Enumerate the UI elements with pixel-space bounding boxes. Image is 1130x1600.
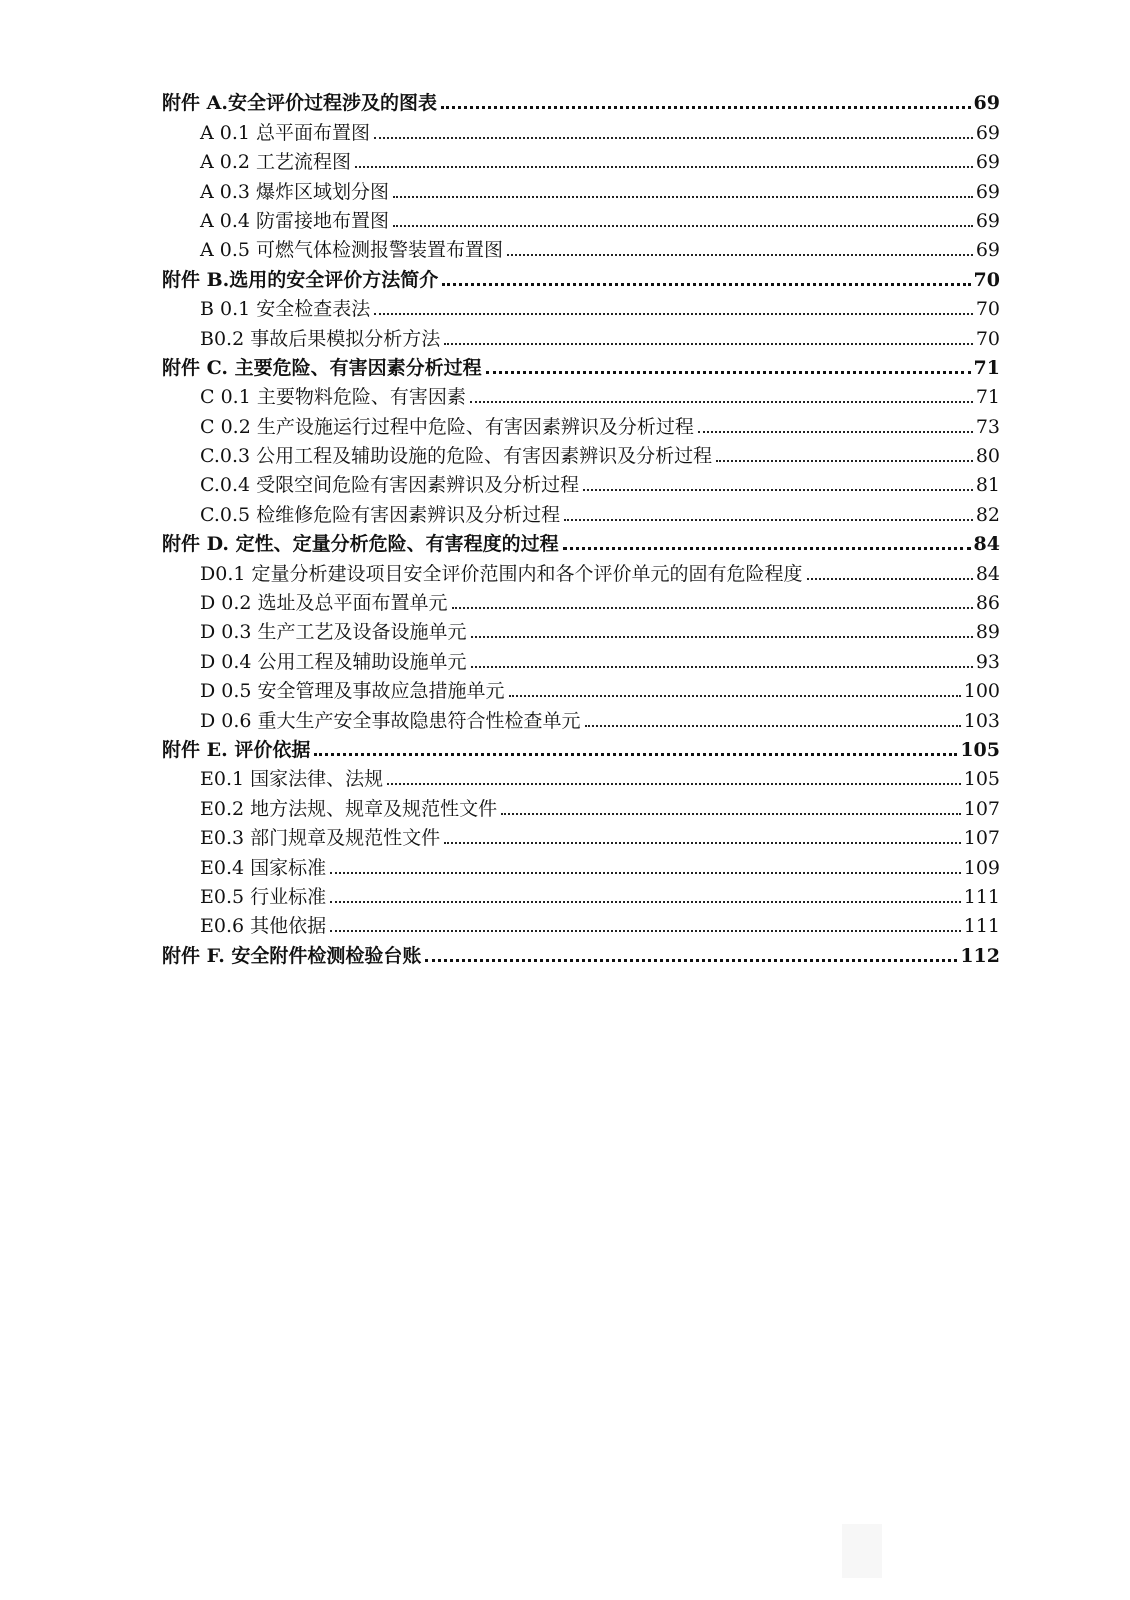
dot-leader xyxy=(330,930,961,932)
toc-subsection-entry[interactable] xyxy=(162,615,1000,644)
toc-entry-title: 附件 C. 主要危险、有害因素分析过程 xyxy=(162,356,482,379)
toc-page-number: 89 xyxy=(975,621,1000,644)
toc-page-number: 69 xyxy=(975,151,1000,174)
toc-entry-title: 附件 A.安全评价过程涉及的图表 xyxy=(162,92,437,115)
toc-subsection-entry[interactable] xyxy=(162,644,1000,673)
toc-entry-title: B 0.1 安全检查表法 xyxy=(200,298,371,321)
toc-section-entry[interactable] xyxy=(162,527,1000,556)
toc-subsection-entry[interactable] xyxy=(162,880,1000,909)
dot-leader xyxy=(355,166,973,168)
toc-section-entry[interactable] xyxy=(162,938,1000,967)
toc-subsection-entry[interactable] xyxy=(162,703,1000,732)
toc-page-number: 84 xyxy=(975,562,1000,585)
dot-leader xyxy=(471,666,973,668)
toc-page-number: 93 xyxy=(975,650,1000,673)
toc-page-number: 69 xyxy=(973,92,1000,115)
toc-page-number: 82 xyxy=(975,503,1000,526)
toc-page-number: 111 xyxy=(963,915,1000,938)
toc-entry-title: E0.1 国家法律、法规 xyxy=(200,768,384,791)
toc-section-entry[interactable] xyxy=(162,86,1000,115)
dot-leader xyxy=(583,489,973,491)
toc-subsection-entry[interactable] xyxy=(162,762,1000,791)
toc-entry-title: 附件 F. 安全附件检测检验台账 xyxy=(162,944,422,967)
toc-subsection-entry[interactable] xyxy=(162,791,1000,820)
dot-leader xyxy=(807,578,973,580)
toc-entry-title: D0.1 定量分析建设项目安全评价范围内和各个评价单元的固有危险程度 xyxy=(200,562,803,585)
toc-entry-title: C 0.1 主要物料危险、有害因素 xyxy=(200,386,466,409)
dot-leader xyxy=(452,607,973,609)
dot-leader xyxy=(444,343,973,345)
toc-page-number: 84 xyxy=(973,533,1000,556)
toc-subsection-entry[interactable] xyxy=(162,674,1000,703)
dot-leader xyxy=(393,196,973,198)
toc-entry-title: D 0.2 选址及总平面布置单元 xyxy=(200,592,448,615)
dot-leader xyxy=(425,959,957,962)
toc-entry-title: C 0.2 生产设施运行过程中危险、有害因素辨识及分析过程 xyxy=(200,415,694,438)
dot-leader xyxy=(698,431,973,433)
toc-page-number: 69 xyxy=(975,239,1000,262)
dot-leader xyxy=(471,636,973,638)
toc-entry-title: A 0.3 爆炸区域划分图 xyxy=(200,180,390,203)
toc-page-number: 70 xyxy=(975,298,1000,321)
table-of-contents xyxy=(162,86,1000,968)
toc-subsection-entry[interactable] xyxy=(162,145,1000,174)
toc-page-number: 105 xyxy=(963,768,1000,791)
toc-page-number: 71 xyxy=(975,386,1000,409)
toc-entry-title: 附件 B.选用的安全评价方法简介 xyxy=(162,268,439,291)
dot-leader xyxy=(374,137,973,139)
toc-entry-title: D 0.6 重大生产安全事故隐患符合性检查单元 xyxy=(200,709,581,732)
toc-page-number: 73 xyxy=(975,415,1000,438)
toc-subsection-entry[interactable] xyxy=(162,233,1000,262)
dot-leader xyxy=(330,872,961,874)
toc-entry-title: D 0.4 公用工程及辅助设施单元 xyxy=(200,650,467,673)
dot-leader xyxy=(716,460,973,462)
toc-entry-title: 附件 E. 评价依据 xyxy=(162,738,311,761)
toc-entry-title: 附件 D. 定性、定量分析危险、有害程度的过程 xyxy=(162,533,559,556)
toc-page-number: 70 xyxy=(973,268,1000,291)
toc-page-number: 112 xyxy=(960,944,1000,967)
dot-leader xyxy=(442,283,970,286)
toc-entry-title: E0.6 其他依据 xyxy=(200,915,327,938)
dot-leader xyxy=(444,842,961,844)
toc-page-number: 69 xyxy=(975,121,1000,144)
toc-entry-title: C.0.5 检维修危险有害因素辨识及分析过程 xyxy=(200,503,561,526)
dot-leader xyxy=(393,225,973,227)
dot-leader xyxy=(441,106,971,109)
dot-leader xyxy=(387,783,961,785)
dot-leader xyxy=(509,695,961,697)
toc-subsection-entry[interactable] xyxy=(162,909,1000,938)
toc-entry-title: E0.3 部门规章及规范性文件 xyxy=(200,827,441,850)
toc-entry-title: E0.5 行业标准 xyxy=(200,885,327,908)
toc-page-number: 81 xyxy=(975,474,1000,497)
toc-entry-title: E0.4 国家标准 xyxy=(200,856,327,879)
toc-subsection-entry[interactable] xyxy=(162,292,1000,321)
toc-entry-title: E0.2 地方法规、规章及规范性文件 xyxy=(200,797,498,820)
dot-leader xyxy=(330,901,961,903)
toc-page-number: 80 xyxy=(975,445,1000,468)
toc-section-entry[interactable] xyxy=(162,733,1000,762)
toc-subsection-entry[interactable] xyxy=(162,556,1000,585)
toc-page-number: 107 xyxy=(963,827,1000,850)
toc-subsection-entry[interactable] xyxy=(162,115,1000,144)
toc-entry-title: A 0.1 总平面布置图 xyxy=(200,121,371,144)
toc-entry-title: A 0.5 可燃气体检测报警装置布置图 xyxy=(200,239,504,262)
dot-leader xyxy=(374,313,973,315)
toc-subsection-entry[interactable] xyxy=(162,204,1000,233)
toc-subsection-entry[interactable] xyxy=(162,586,1000,615)
toc-entry-title: A 0.4 防雷接地布置图 xyxy=(200,209,390,232)
toc-page-number: 69 xyxy=(975,209,1000,232)
toc-subsection-entry[interactable] xyxy=(162,409,1000,438)
toc-subsection-entry[interactable] xyxy=(162,321,1000,350)
dot-leader xyxy=(486,371,971,374)
toc-subsection-entry[interactable] xyxy=(162,439,1000,468)
dot-leader xyxy=(314,753,957,756)
toc-section-entry[interactable] xyxy=(162,262,1000,291)
dot-leader xyxy=(501,813,961,815)
dot-leader xyxy=(564,519,973,521)
toc-page-number: 100 xyxy=(963,680,1000,703)
toc-subsection-entry[interactable] xyxy=(162,174,1000,203)
toc-subsection-entry[interactable] xyxy=(162,821,1000,850)
toc-subsection-entry[interactable] xyxy=(162,380,1000,409)
dot-leader xyxy=(585,725,961,727)
toc-page-number: 107 xyxy=(963,797,1000,820)
toc-subsection-entry[interactable] xyxy=(162,850,1000,879)
toc-page-number: 109 xyxy=(963,856,1000,879)
toc-entry-title: D 0.5 安全管理及事故应急措施单元 xyxy=(200,680,505,703)
toc-page-number: 69 xyxy=(975,180,1000,203)
toc-section-entry[interactable] xyxy=(162,351,1000,380)
toc-page-number: 71 xyxy=(973,356,1000,379)
toc-page-number: 86 xyxy=(975,592,1000,615)
scan-artifact xyxy=(842,1524,882,1578)
toc-entry-title: A 0.2 工艺流程图 xyxy=(200,151,352,174)
toc-entry-title: B0.2 事故后果模拟分析方法 xyxy=(200,327,441,350)
toc-page-number: 105 xyxy=(960,738,1000,761)
toc-subsection-entry[interactable] xyxy=(162,497,1000,526)
toc-entry-title: D 0.3 生产工艺及设备设施单元 xyxy=(200,621,467,644)
toc-subsection-entry[interactable] xyxy=(162,468,1000,497)
toc-entry-title: C.0.3 公用工程及辅助设施的危险、有害因素辨识及分析过程 xyxy=(200,445,713,468)
toc-entry-title: C.0.4 受限空间危险有害因素辨识及分析过程 xyxy=(200,474,580,497)
dot-leader xyxy=(470,401,973,403)
toc-page-number: 70 xyxy=(975,327,1000,350)
dot-leader xyxy=(563,547,971,550)
toc-page-number: 103 xyxy=(963,709,1000,732)
dot-leader xyxy=(507,254,973,256)
toc-page-number: 111 xyxy=(963,885,1000,908)
